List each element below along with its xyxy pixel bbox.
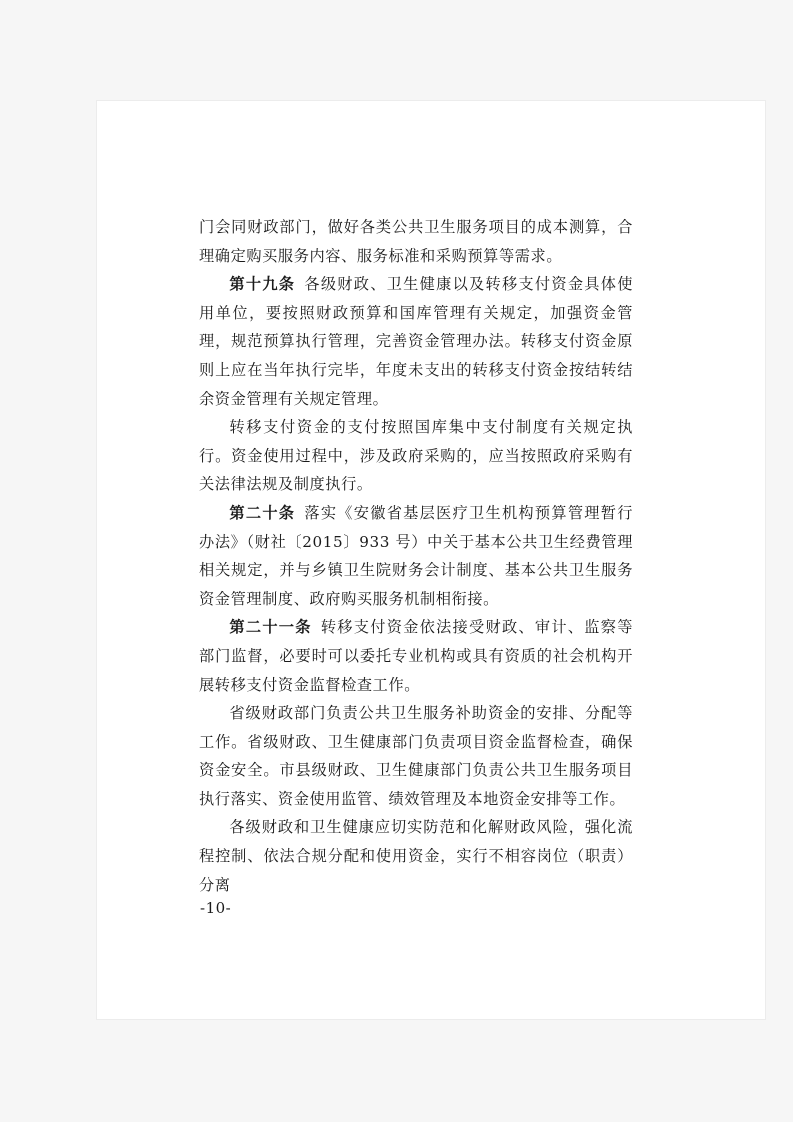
paragraph-payment [199, 413, 633, 499]
paragraph-text: 省级财政部门负责公共卫生服务补助资金的安排、分配等工作。省级财政、卫生健康部门负责项目资金监督检查，确保资金安全。市县级财政、卫生健康部门负责公共卫生服务项目执行落实、资金使用监管、绩效管理及本地资金安排等工作。 [199, 704, 633, 808]
paragraph-article-19 [199, 270, 633, 413]
page-number: -10- [200, 899, 232, 917]
article-heading: 第二十一条 [229, 618, 312, 637]
paragraph-continuation [199, 213, 633, 270]
paragraph-risk-control [199, 813, 633, 899]
paragraph-text: 各级财政和卫生健康应切实防范和化解财政风险，强化流程控制、依法合规分配和使用资金，实行不相容岗位（职责）分离 [199, 818, 633, 894]
document-body [199, 213, 633, 899]
paragraph-text: 门会同财政部门，做好各类公共卫生服务项目的成本测算，合理确定购买服务内容、服务标准和采购预算等需求。 [199, 218, 633, 265]
paragraph-text: 转移支付资金的支付按照国库集中支付制度有关规定执行。资金使用过程中，涉及政府采购的，应当按照政府采购有关法律法规及制度执行。 [199, 418, 633, 494]
paragraph-article-21 [199, 613, 633, 699]
paragraph-article-20 [199, 499, 633, 613]
paragraph-text: 转移支付资金依法接受财政、审计、监察等部门监督，必要时可以委托专业机构或具有资质的社会机构开展转移支付资金监督检查工作。 [199, 618, 633, 694]
paragraph-responsibilities [199, 699, 633, 813]
article-heading: 第十九条 [229, 275, 296, 294]
paragraph-text: 落实《安徽省基层医疗卫生机构预算管理暂行办法》（财社〔2015〕933 号）中关于基本公共卫生经费管理相关规定，并与乡镇卫生院财务会计制度、基本公共卫生服务资金管理制度、政府购买服务机制相衔接。 [199, 503, 634, 608]
article-heading: 第二十条 [229, 503, 296, 522]
paragraph-text: 各级财政、卫生健康以及转移支付资金具体使用单位，要按照财政预算和国库管理有关规定，加强资金管理，规范预算执行管理，完善资金管理办法。转移支付资金原则上应在当年执行完毕，年度未支出的转移支付资金按结转结余资金管理有关规定管理。 [199, 275, 634, 408]
